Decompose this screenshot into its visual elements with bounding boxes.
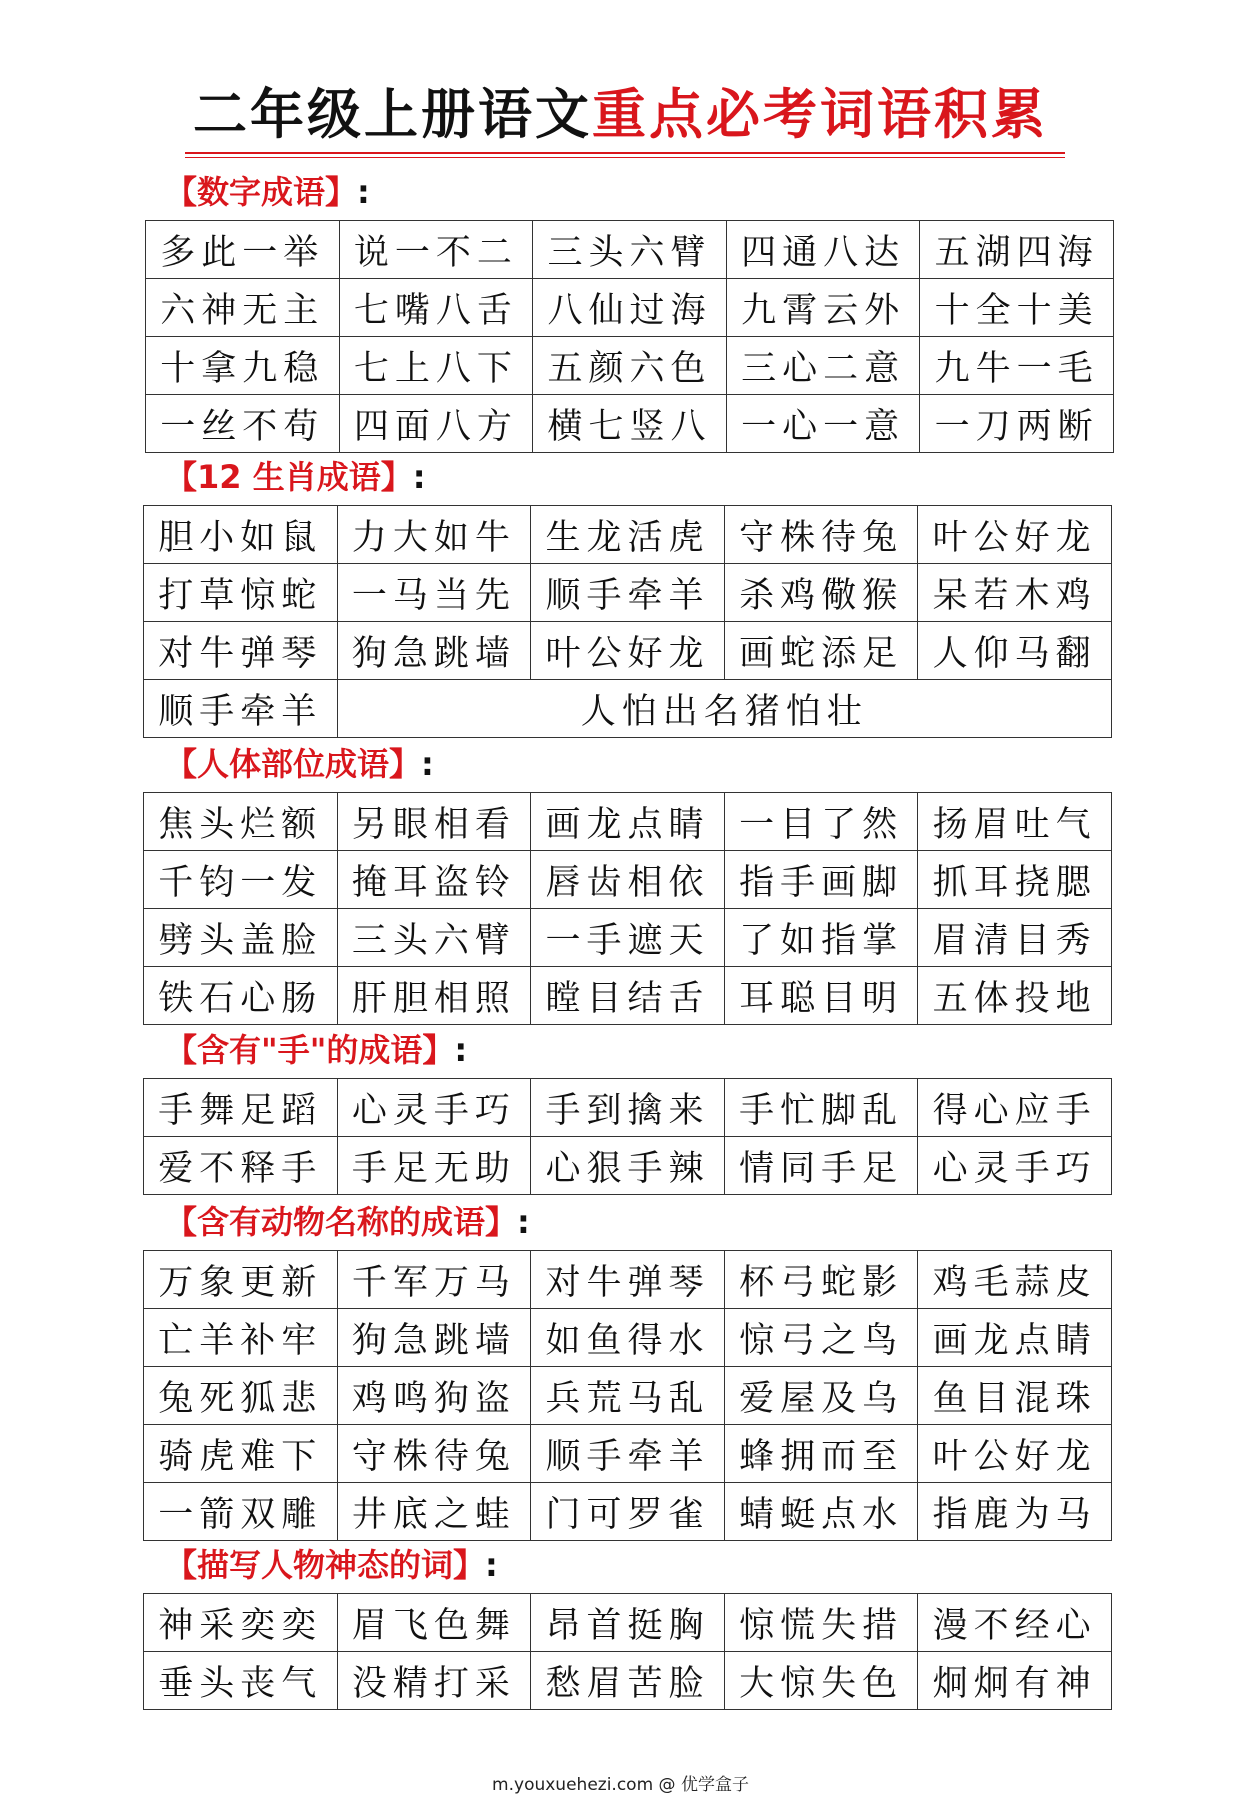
bracket-open: 【: [165, 1203, 198, 1241]
idiom-table: [143, 792, 1112, 1025]
idiom-cell: 一心一意: [726, 395, 920, 453]
idiom-cell: 鸡鸣狗盗: [337, 1367, 531, 1425]
bracket-open: 【: [165, 1546, 198, 1584]
idiom-cell: 昂首挺胸: [531, 1594, 725, 1652]
table-row: [144, 506, 1112, 564]
idiom-cell: 一目了然: [724, 793, 918, 851]
idiom-cell: 多此一举: [146, 221, 340, 279]
idiom-cell: 亡羊补牢: [144, 1309, 338, 1367]
footer-watermark: m.youxuehezi.com @ 优学盒子: [492, 1775, 749, 1795]
idiom-cell: 门可罗雀: [531, 1483, 725, 1541]
idiom-cell: 十全十美: [920, 279, 1114, 337]
idiom-cell: 如鱼得水: [531, 1309, 725, 1367]
idiom-cell: 愁眉苦脸: [531, 1652, 725, 1710]
section-heading: [165, 1543, 498, 1587]
idiom-cell: 瞠目结舌: [531, 967, 725, 1025]
idiom-cell: 蜻蜓点水: [724, 1483, 918, 1541]
idiom-cell: 掩耳盗铃: [337, 851, 531, 909]
idiom-cell: 一刀两断: [920, 395, 1114, 453]
idiom-cell: 五湖四海: [920, 221, 1114, 279]
idiom-cell: 力大如牛: [337, 506, 531, 564]
section-heading: [165, 1028, 467, 1072]
idiom-cell: 手忙脚乱: [724, 1079, 918, 1137]
table-row: [144, 1594, 1112, 1652]
idiom-cell: 对牛弹琴: [144, 622, 338, 680]
idiom-table: [143, 1250, 1112, 1541]
idiom-cell: 三心二意: [726, 337, 920, 395]
idiom-cell: 唇齿相依: [531, 851, 725, 909]
idiom-cell: 心狠手辣: [531, 1137, 725, 1195]
idiom-cell: 九牛一毛: [920, 337, 1114, 395]
idiom-cell: 耳聪目明: [724, 967, 918, 1025]
idiom-cell: 眉清目秀: [918, 909, 1112, 967]
idiom-cell: 五颜六色: [533, 337, 727, 395]
idiom-cell: 千军万马: [337, 1251, 531, 1309]
idiom-cell: 肝胆相照: [337, 967, 531, 1025]
table-row: [144, 1251, 1112, 1309]
idiom-cell: 千钧一发: [144, 851, 338, 909]
table-row: [144, 1652, 1112, 1710]
table-row: [146, 337, 1114, 395]
idiom-table: [143, 1593, 1112, 1710]
idiom-cell: 心灵手巧: [918, 1137, 1112, 1195]
idiom-cell: 一手遮天: [531, 909, 725, 967]
idiom-cell: 一丝不苟: [146, 395, 340, 453]
idiom-cell: 万象更新: [144, 1251, 338, 1309]
idiom-cell: 十拿九稳: [146, 337, 340, 395]
idiom-cell: 对牛弹琴: [531, 1251, 725, 1309]
idiom-cell: 生龙活虎: [531, 506, 725, 564]
table-row: [144, 622, 1112, 680]
bracket-close: 】: [485, 1203, 518, 1241]
idiom-cell: 画蛇添足: [724, 622, 918, 680]
idiom-cell: 顺手牵羊: [531, 1425, 725, 1483]
bracket-close: 】: [389, 745, 422, 783]
table-row: [144, 1079, 1112, 1137]
idiom-cell: 爱不释手: [144, 1137, 338, 1195]
idiom-cell: 七嘴八舌: [339, 279, 533, 337]
idiom-cell: 守株待兔: [724, 506, 918, 564]
idiom-cell: 三头六臂: [533, 221, 727, 279]
idiom-cell: 眉飞色舞: [337, 1594, 531, 1652]
table-row: [146, 395, 1114, 453]
idiom-cell: 惊弓之鸟: [724, 1309, 918, 1367]
table-row: [144, 564, 1112, 622]
colon: :: [517, 1203, 530, 1241]
idiom-cell: 叶公好龙: [531, 622, 725, 680]
idiom-table: [143, 1078, 1112, 1195]
idiom-cell: 七上八下: [339, 337, 533, 395]
colon: :: [421, 745, 434, 783]
idiom-cell: 鱼目混珠: [918, 1367, 1112, 1425]
table-row: [144, 851, 1112, 909]
idiom-cell: 画龙点睛: [531, 793, 725, 851]
bracket-close: 】: [325, 173, 358, 211]
idiom-cell: 没精打采: [337, 1652, 531, 1710]
idiom-cell: 心灵手巧: [337, 1079, 531, 1137]
idiom-cell: 神采奕奕: [144, 1594, 338, 1652]
idiom-cell: 另眼相看: [337, 793, 531, 851]
colon: :: [357, 173, 370, 211]
idiom-cell: 九霄云外: [726, 279, 920, 337]
idiom-cell: 大惊失色: [724, 1652, 918, 1710]
idiom-cell: 得心应手: [918, 1079, 1112, 1137]
section-title: 数字成语: [197, 173, 326, 211]
idiom-cell: 鸡毛蒜皮: [918, 1251, 1112, 1309]
idiom-cell: 六神无主: [146, 279, 340, 337]
idiom-cell: 呆若木鸡: [918, 564, 1112, 622]
bracket-open: 【: [165, 745, 198, 783]
idiom-cell: 叶公好龙: [918, 1425, 1112, 1483]
table-row: [144, 1137, 1112, 1195]
idiom-cell: 了如指掌: [724, 909, 918, 967]
colon: :: [454, 1031, 468, 1069]
idiom-cell: 杀鸡儆猴: [724, 564, 918, 622]
section-heading: [165, 1200, 530, 1244]
section-heading: [165, 170, 370, 214]
idiom-cell: 胆小如鼠: [144, 506, 338, 564]
idiom-cell-merged: 人怕出名猪怕壮: [337, 680, 1111, 738]
idiom-cell: 兵荒马乱: [531, 1367, 725, 1425]
table-row: [144, 680, 1112, 738]
idiom-cell: 狗急跳墙: [337, 622, 531, 680]
idiom-cell: 惊慌失措: [724, 1594, 918, 1652]
idiom-cell: 打草惊蛇: [144, 564, 338, 622]
bracket-open: 【: [165, 458, 198, 496]
idiom-cell: 顺手牵羊: [144, 680, 338, 738]
section-title: 含有"手"的成语: [197, 1031, 423, 1069]
idiom-cell: 杯弓蛇影: [724, 1251, 918, 1309]
idiom-cell: 炯炯有神: [918, 1652, 1112, 1710]
idiom-cell: 指鹿为马: [918, 1483, 1112, 1541]
idiom-cell: 骑虎难下: [144, 1425, 338, 1483]
table-row: [146, 279, 1114, 337]
page-title: [0, 80, 1241, 150]
title-underline: [185, 152, 1065, 154]
idiom-cell: 指手画脚: [724, 851, 918, 909]
idiom-cell: 焦头烂额: [144, 793, 338, 851]
idiom-cell: 手舞足蹈: [144, 1079, 338, 1137]
section-heading: [165, 455, 426, 499]
idiom-cell: 蜂拥而至: [724, 1425, 918, 1483]
idiom-table: [145, 220, 1114, 453]
bracket-close: 】: [453, 1546, 486, 1584]
idiom-cell: 画龙点睛: [918, 1309, 1112, 1367]
section-heading: [165, 742, 434, 786]
table-row: [144, 793, 1112, 851]
idiom-cell: 说一不二: [339, 221, 533, 279]
idiom-cell: 三头六臂: [337, 909, 531, 967]
idiom-cell: 横七竖八: [533, 395, 727, 453]
section-title: 人体部位成语: [197, 745, 390, 783]
table-row: [144, 1425, 1112, 1483]
idiom-cell: 四通八达: [726, 221, 920, 279]
idiom-cell: 人仰马翻: [918, 622, 1112, 680]
table-row: [144, 1483, 1112, 1541]
idiom-cell: 手到擒来: [531, 1079, 725, 1137]
table-row: [144, 1309, 1112, 1367]
bracket-open: 【: [165, 1031, 198, 1069]
idiom-cell: 一箭双雕: [144, 1483, 338, 1541]
table-row: [144, 967, 1112, 1025]
title-underline-thin: [185, 157, 1065, 158]
idiom-cell: 井底之蛙: [337, 1483, 531, 1541]
idiom-cell: 守株待兔: [337, 1425, 531, 1483]
idiom-cell: 狗急跳墙: [337, 1309, 531, 1367]
section-title: 描写人物神态的词: [197, 1546, 454, 1584]
idiom-cell: 顺手牵羊: [531, 564, 725, 622]
idiom-cell: 爱屋及乌: [724, 1367, 918, 1425]
colon: :: [412, 458, 426, 496]
idiom-cell: 五体投地: [918, 967, 1112, 1025]
idiom-cell: 情同手足: [724, 1137, 918, 1195]
title-red: 重点必考词语积累: [592, 83, 1048, 146]
idiom-cell: 铁石心肠: [144, 967, 338, 1025]
idiom-table: [143, 505, 1112, 738]
table-row: [144, 909, 1112, 967]
colon: :: [485, 1546, 498, 1584]
table-row: [146, 221, 1114, 279]
idiom-cell: 劈头盖脸: [144, 909, 338, 967]
bracket-close: 】: [380, 458, 413, 496]
section-title: 12 生肖成语: [197, 458, 381, 496]
idiom-cell: 一马当先: [337, 564, 531, 622]
title-black: 二年级上册语文: [193, 83, 592, 146]
bracket-close: 】: [422, 1031, 455, 1069]
idiom-cell: 四面八方: [339, 395, 533, 453]
idiom-cell: 手足无助: [337, 1137, 531, 1195]
idiom-cell: 扬眉吐气: [918, 793, 1112, 851]
idiom-cell: 兔死狐悲: [144, 1367, 338, 1425]
table-row: [144, 1367, 1112, 1425]
idiom-cell: 抓耳挠腮: [918, 851, 1112, 909]
idiom-cell: 叶公好龙: [918, 506, 1112, 564]
section-title: 含有动物名称的成语: [197, 1203, 486, 1241]
idiom-cell: 垂头丧气: [144, 1652, 338, 1710]
idiom-cell: 漫不经心: [918, 1594, 1112, 1652]
idiom-cell: 八仙过海: [533, 279, 727, 337]
bracket-open: 【: [165, 173, 198, 211]
